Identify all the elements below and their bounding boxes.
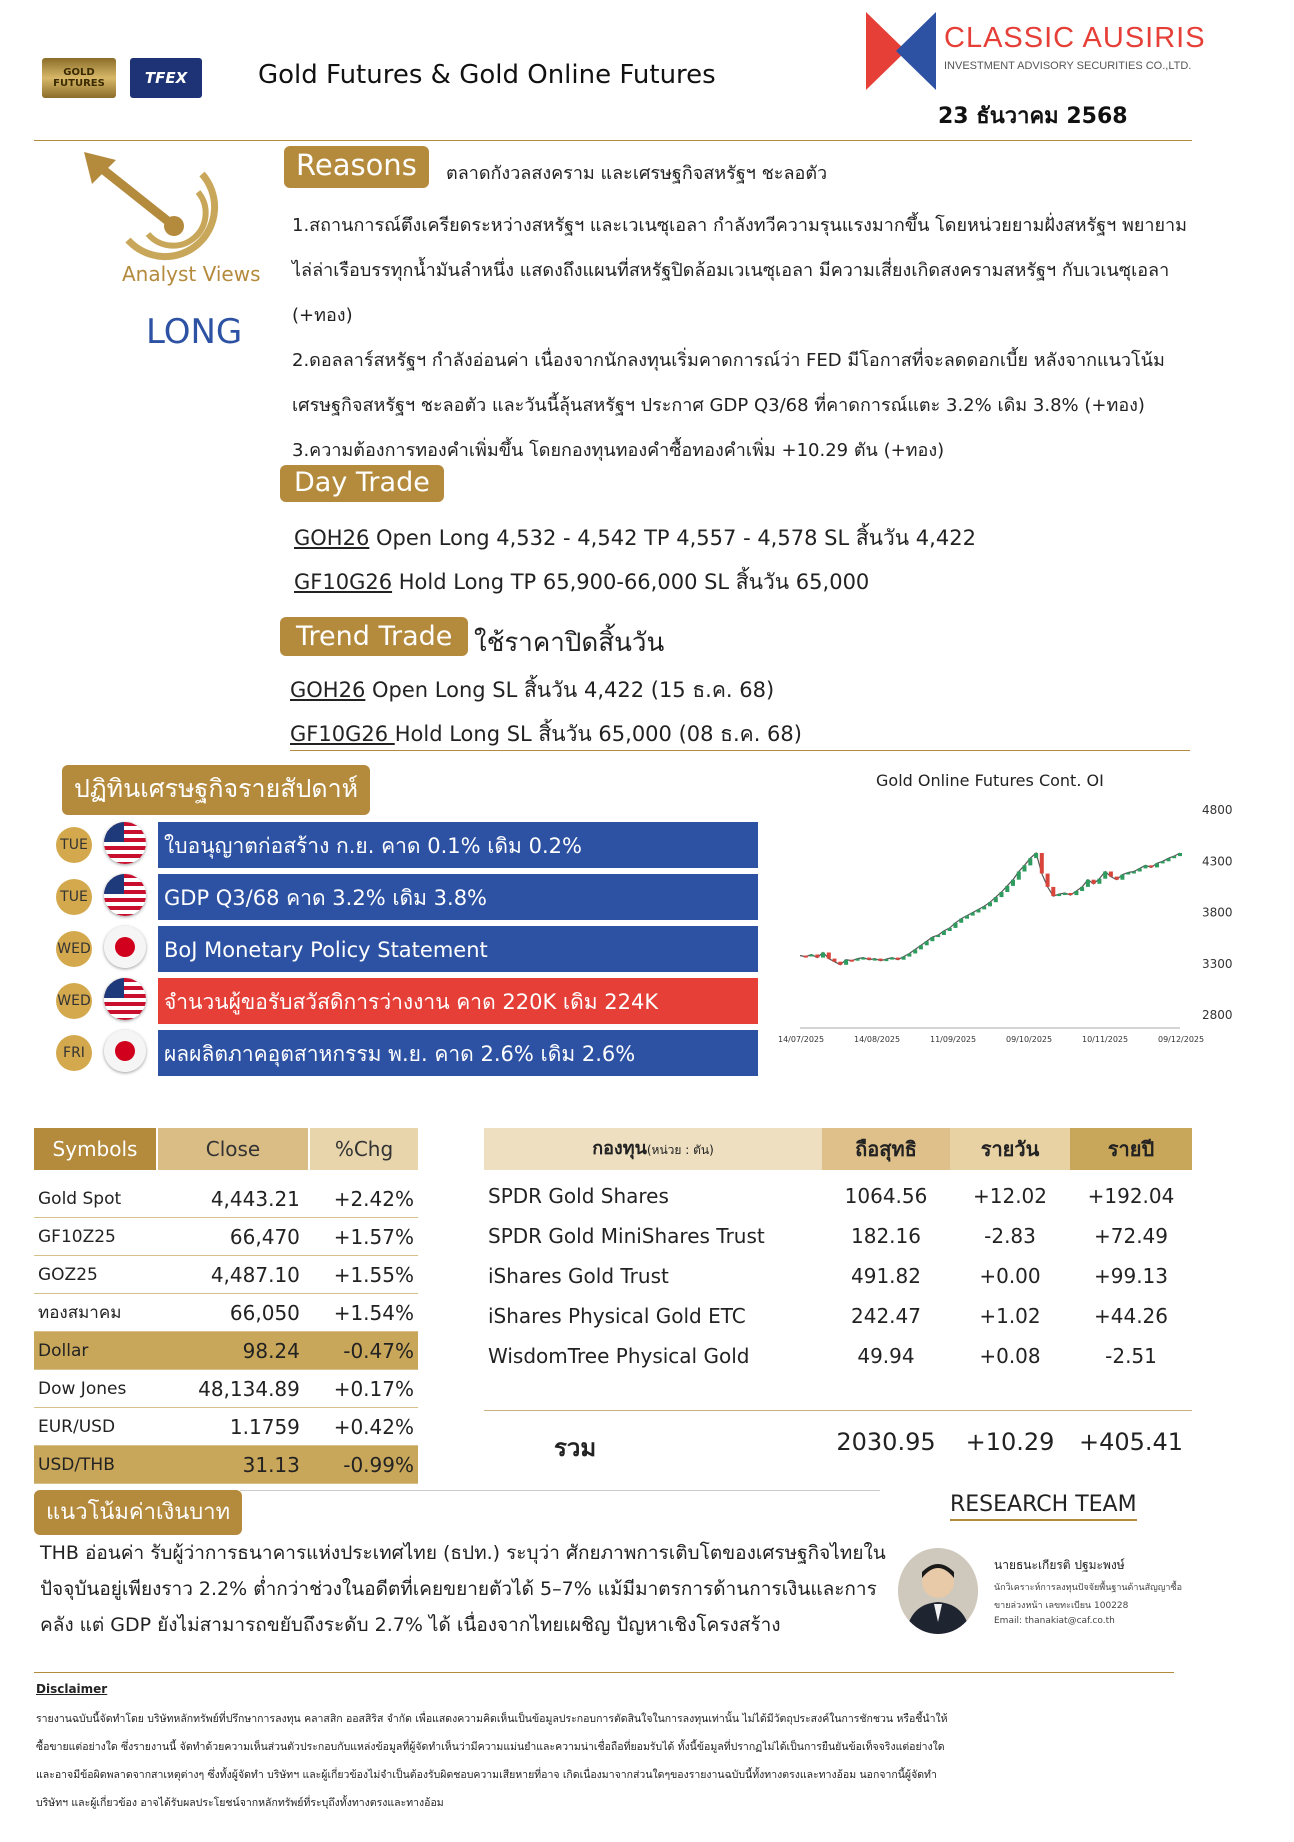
chart-point — [954, 923, 958, 928]
fund-year: +72.49 — [1093, 1224, 1168, 1248]
chart-point — [1115, 877, 1119, 880]
chart-point — [844, 960, 848, 965]
fund-net: 1064.56 — [844, 1184, 928, 1208]
disclaimer-line: และอาจมีข้อผิดพลาดจากสาเหตุต่างๆ ซึ่งทั้งผู้จัดทำ บริษัทฯ และผู้เกี่ยวข้องไม่จำเป็นต้องรับผิดชอบความเสียหายที่อาจ เกิดเนื่องมาจากส่วนใดๆของรายงานฉบับนี้ทั้งทางตรงและทางอ้อม นอกจากนี้ผู้จัดทำ — [36, 1769, 937, 1781]
disclaimer-label: Disclaimer — [36, 1682, 108, 1696]
chart-point — [1063, 893, 1067, 895]
chart-point — [971, 913, 975, 916]
market-close: 66,470 — [162, 1218, 304, 1256]
market-row — [34, 1180, 418, 1218]
trade-detail: Hold Long TP 65,900-66,000 SL สิ้นวัน 65,000 — [392, 570, 870, 594]
fund-year: +99.13 — [1093, 1264, 1168, 1288]
market-close: 1.1759 — [162, 1408, 304, 1446]
chart-point — [804, 956, 808, 958]
chart-point — [1046, 874, 1050, 887]
trend-underline — [290, 750, 1190, 751]
fund-net: 491.82 — [851, 1264, 921, 1288]
fund-row — [484, 1216, 1192, 1256]
market-chg: +0.17% — [304, 1370, 418, 1408]
chart-point — [1155, 863, 1159, 867]
target-arrow-icon — [82, 150, 262, 270]
chart-point — [1144, 865, 1148, 868]
chart-point — [1034, 853, 1038, 858]
chart-point — [896, 958, 900, 960]
calendar-day: TUE — [56, 827, 92, 863]
market-symbol: GF10Z25 — [34, 1218, 162, 1256]
fund-row — [484, 1256, 1192, 1296]
chart-point — [1167, 858, 1171, 861]
fund-day: +1.02 — [979, 1304, 1041, 1328]
market-chg: -0.99% — [304, 1446, 418, 1484]
chart-point — [994, 897, 998, 902]
market-row — [34, 1446, 418, 1484]
fund-total-year: +405.41 — [1078, 1428, 1184, 1456]
trade-detail: Open Long SL สิ้นวัน 4,422 (15 ธ.ค. 68) — [365, 678, 775, 702]
chart-point — [907, 954, 911, 957]
fund-net: 182.16 — [851, 1224, 921, 1248]
chart-point — [1092, 880, 1096, 884]
chart-point — [925, 941, 929, 945]
reasons-headline: ตลาดกังวลสงคราม และเศรษฐกิจสหรัฐฯ ชะลอตัว — [446, 163, 828, 184]
trade-symbol: GOH26 — [294, 526, 370, 550]
baht-line: ปัจจุบันอยู่เพียงราว 2.2% ต่ำกว่าช่วงในอดีตที่เคยขยายตัวได้ 5–7% แม้มีมาตรการด้านการเงินและการ — [40, 1578, 877, 1600]
chart-point — [1074, 891, 1078, 895]
page-title: Gold Futures & Gold Online Futures — [258, 60, 716, 90]
market-symbol: ทองสมาคม — [34, 1294, 162, 1332]
market-chg: -0.47% — [304, 1332, 418, 1370]
chart-x-tick: 09/10/2025 — [1006, 1035, 1053, 1044]
chart-point — [1149, 865, 1153, 867]
chart-point — [1138, 868, 1142, 871]
calendar-day: FRI — [56, 1035, 92, 1071]
chart-point — [1126, 873, 1130, 875]
market-chg: +1.57% — [304, 1218, 418, 1256]
fund-name: SPDR Gold Shares — [488, 1184, 669, 1208]
reason-line: (+ทอง) — [292, 305, 353, 326]
analyst-views-label: Analyst Views — [122, 262, 261, 286]
chart-point — [982, 906, 986, 909]
reason-line: เศรษฐกิจสหรัฐฯ ชะลอตัว และวันนี้ลุ้นสหรัฐฯ ประกาศ GDP Q3/68 ที่คาดการณ์แตะ 3.2% เดิม 3.8% (+ทอง) — [292, 395, 1145, 416]
chart-x-tick: 14/08/2025 — [854, 1035, 901, 1044]
fund-header-name: กองทุน(หน่วย : ตัน) — [484, 1128, 822, 1170]
chart-point — [856, 959, 860, 961]
chart-y-tick: 2800 — [1202, 1008, 1233, 1022]
chart-point — [1051, 887, 1055, 896]
disclaimer-line: รายงานฉบับนี้จัดทำโดย บริษัทหลักทรัพย์ที่ปรึกษาการลงทุน คลาสสิก ออสสิริส จำกัด เพื่อแสดงความคิดเห็นเป็นข้อมูลประกอบการตัดสินใจในการลงทุนเท่านั้น ไม่ได้มีวัตถุประสงค์ในการชักชวน หรือชี้นำให้ — [36, 1713, 948, 1725]
chart-point — [1086, 880, 1090, 887]
header-divider — [34, 140, 1192, 141]
chart-point — [1132, 872, 1136, 874]
oi-chart — [770, 800, 1250, 1100]
chart-series-line — [800, 853, 1180, 965]
calendar-text: BoJ Monetary Policy Statement — [158, 924, 758, 972]
chart-point — [1172, 856, 1176, 858]
calendar-day: TUE — [56, 879, 92, 915]
market-close: 98.24 — [162, 1332, 304, 1370]
fund-table-header — [484, 1128, 1192, 1170]
chart-point — [810, 955, 814, 957]
trend-trade-line — [290, 718, 802, 751]
fund-total-net: 2030.95 — [836, 1428, 936, 1456]
fund-day: -2.83 — [984, 1224, 1036, 1248]
fund-year: +192.04 — [1087, 1184, 1175, 1208]
company-subtitle: INVESTMENT ADVISORY SECURITIES CO.,LTD. — [944, 60, 1192, 72]
chart-point — [867, 958, 871, 960]
reason-line: 1.สถานการณ์ตึงเครียดระหว่างสหรัฐฯ และเวเนซุเอลา กำลังทวีความรุนแรงมากขึ้น โดยหน่วยยามฝั่งสหรัฐฯ พยายาม — [292, 215, 1188, 236]
calendar-text: ผลผลิตภาคอุตสาหกรรม พ.ย. คาด 2.6% เดิม 2.6% — [158, 1028, 758, 1076]
market-row — [34, 1408, 418, 1446]
chart-point — [913, 949, 917, 953]
fund-row — [484, 1176, 1192, 1216]
us-flag-icon — [104, 978, 146, 1020]
chart-y-tick: 3300 — [1202, 956, 1233, 971]
chart-point — [977, 909, 981, 912]
market-chg: +2.42% — [304, 1180, 418, 1218]
us-flag-icon — [104, 822, 146, 864]
chart-point — [1103, 872, 1107, 879]
calendar-text: ใบอนุญาตก่อสร้าง ก.ย. คาด 0.1% เดิม 0.2% — [158, 820, 758, 868]
chart-point — [1178, 853, 1182, 856]
fund-header-day: รายวัน — [950, 1128, 1070, 1170]
calendar-item — [56, 872, 760, 920]
fund-table — [484, 1176, 1192, 1376]
chart-point — [1028, 858, 1032, 865]
chart-x-tick: 09/12/2025 — [1158, 1035, 1205, 1044]
market-symbol: USD/THB — [34, 1446, 162, 1484]
chart-point — [827, 953, 831, 959]
chart-point — [1097, 879, 1101, 884]
chart-point — [833, 959, 837, 962]
market-header-symbols: Symbols — [34, 1128, 156, 1170]
chart-point — [1023, 865, 1027, 871]
fund-row — [484, 1336, 1192, 1376]
chart-point — [1005, 886, 1009, 892]
chart-point — [1069, 893, 1073, 895]
chart-point — [930, 937, 934, 941]
chart-point — [884, 959, 888, 961]
chart-point — [873, 959, 877, 961]
fund-year: +44.26 — [1093, 1304, 1168, 1328]
japan-flag-icon — [104, 926, 146, 968]
fund-header-net: ถือสุทธิ — [822, 1128, 950, 1170]
market-symbol: Gold Spot — [34, 1180, 162, 1218]
classic-ausiris-logo-icon — [866, 12, 936, 90]
trend-trade-line — [290, 674, 774, 707]
report-date: 23 ธันวาคม 2568 — [938, 104, 1128, 129]
chart-point — [879, 959, 883, 961]
calendar-label: ปฏิทินเศรษฐกิจรายสัปดาห์ — [62, 765, 370, 815]
market-symbol: Dow Jones — [34, 1370, 162, 1408]
research-name: นายธนะเกียรติ ปฐมะพงษ์ — [994, 1558, 1125, 1572]
chart-point — [861, 958, 865, 960]
fund-total-day: +10.29 — [965, 1428, 1055, 1456]
disclaimer-line: ซื้อขายแต่อย่างใด ซึ่งรายงานนี้ จัดทำด้วยความเห็นส่วนตัวประกอบกับแหล่งข้อมูลที่ผู้จัดทำเห็นว่ามีความแม่นยำและความน่าเชื่อถือที่ยอมรับได้ ทั้งนี้ข้อมูลที่ปรากฏไม่ได้เป็นการยืนยันข้อเท็จจริงแต่อย่างใด — [36, 1741, 945, 1753]
disclaimer-line: บริษัทฯ และผู้เกี่ยวข้อง อาจได้รับผลประโยชน์จากหลักทรัพย์ที่ระบุถึงทั้งทางตรงและทางอ้อม — [36, 1797, 444, 1809]
chart-point — [1040, 853, 1044, 874]
fund-name: SPDR Gold MiniShares Trust — [488, 1224, 765, 1248]
market-row — [34, 1370, 418, 1408]
reasons-label: Reasons — [284, 146, 429, 188]
gold-futures-logo: GOLD FUTURES — [42, 58, 116, 98]
chart-point — [965, 916, 969, 919]
chart-x-tick: 11/09/2025 — [930, 1035, 977, 1044]
chart-point — [815, 955, 819, 958]
chart-point — [942, 931, 946, 935]
chart-point — [1011, 880, 1015, 886]
chart-point — [838, 962, 842, 965]
us-flag-icon — [104, 874, 146, 916]
market-close: 31.13 — [162, 1446, 304, 1484]
chart-point — [902, 957, 906, 960]
market-symbol: GOZ25 — [34, 1256, 162, 1294]
reason-line: 2.ดอลลาร์สหรัฐฯ กำลังอ่อนค่า เนื่องจากนักลงทุนเริ่มคาดการณ์ว่า FED มีโอกาสที่จะลดดอกเบี้ย หลังจากแนวโน้ม — [292, 350, 1165, 371]
chart-point — [959, 919, 963, 923]
chart-point — [1161, 861, 1165, 863]
day-trade-label: Day Trade — [280, 465, 444, 502]
trend-trade-note: ใช้ราคาปิดสิ้นวัน — [474, 628, 665, 658]
company-name: CLASSIC AUSIRIS — [944, 22, 1206, 54]
market-chg: +1.54% — [304, 1294, 418, 1332]
trade-detail: Hold Long SL สิ้นวัน 65,000 (08 ธ.ค. 68) — [394, 722, 802, 746]
trade-detail: Open Long 4,532 - 4,542 TP 4,557 - 4,578 SL สิ้นวัน 4,422 — [369, 526, 976, 550]
market-symbol: EUR/USD — [34, 1408, 162, 1446]
research-team-label: RESEARCH TEAM — [950, 1492, 1137, 1521]
market-row — [34, 1218, 418, 1256]
baht-divider — [240, 1490, 880, 1491]
reason-line: 3.ความต้องการทองคำเพิ่มขึ้น โดยกองทุนทองคำซื้อทองคำเพิ่ม +10.29 ตัน (+ทอง) — [292, 440, 945, 461]
market-close: 4,443.21 — [162, 1180, 304, 1218]
chart-x-tick: 14/07/2025 — [778, 1035, 825, 1044]
research-email: Email: thanakiat@caf.co.th — [994, 1616, 1115, 1626]
research-role2: ขายล่วงหน้า เลขทะเบียน 100228 — [994, 1601, 1129, 1611]
market-header-chg: %Chg — [310, 1128, 418, 1170]
research-role: นักวิเคราะห์การลงทุนปัจจัยพื้นฐานด้านสัญญาซื้อ — [994, 1583, 1182, 1593]
baht-line: คลัง แต่ GDP ยังไม่สามารถขยับถึงระดับ 2.7% ได้ เนื่องจากไทยเผชิญ ปัญหาเชิงโครงสร้าง — [40, 1614, 781, 1636]
disclaimer-divider — [34, 1672, 1174, 1673]
japan-flag-icon — [104, 1030, 146, 1072]
market-chg: +0.42% — [304, 1408, 418, 1446]
day-trade-line — [294, 522, 976, 555]
chart-point — [1120, 875, 1124, 880]
day-trade-line — [294, 566, 869, 599]
fund-day: +0.00 — [979, 1264, 1041, 1288]
analyst-view-value: LONG — [146, 312, 243, 352]
fund-name: iShares Gold Trust — [488, 1264, 669, 1288]
tfex-logo: TFEX — [130, 58, 202, 98]
fund-day: +12.02 — [972, 1184, 1047, 1208]
calendar-text: GDP Q3/68 คาด 3.2% เดิม 3.8% — [158, 872, 758, 920]
calendar-item — [56, 820, 760, 868]
trade-symbol: GF10G26 — [290, 722, 395, 746]
trade-symbol: GOH26 — [290, 678, 366, 702]
baht-label: แนวโน้มค่าเงินบาท — [34, 1490, 242, 1535]
calendar-text: จำนวนผู้ขอรับสวัสดิการว่างงาน คาด 220K เดิม 224K — [158, 976, 758, 1024]
fund-name: iShares Physical Gold ETC — [488, 1304, 746, 1328]
chart-point — [936, 935, 940, 937]
calendar-item — [56, 976, 760, 1024]
market-row — [34, 1332, 418, 1370]
market-symbol: Dollar — [34, 1332, 162, 1370]
fund-total-divider — [484, 1410, 1192, 1411]
chart-title: Gold Online Futures Cont. OI — [876, 771, 1104, 790]
market-close: 48,134.89 — [162, 1370, 304, 1408]
market-close: 4,487.10 — [162, 1256, 304, 1294]
fund-header-year: รายปี — [1070, 1128, 1192, 1170]
market-table — [34, 1180, 418, 1484]
chart-point — [1109, 872, 1113, 877]
chart-point — [890, 958, 894, 960]
trade-symbol: GF10G26 — [294, 570, 393, 594]
market-row — [34, 1294, 418, 1332]
analyst-avatar — [898, 1548, 978, 1634]
fund-name: WisdomTree Physical Gold — [488, 1344, 750, 1368]
calendar-day: WED — [56, 931, 92, 967]
market-table-header — [34, 1128, 418, 1170]
fund-row — [484, 1296, 1192, 1336]
chart-point — [1080, 887, 1084, 891]
calendar-item — [56, 924, 760, 972]
calendar-item — [56, 1028, 760, 1076]
market-chg: +1.55% — [304, 1256, 418, 1294]
chart-point — [821, 953, 825, 958]
chart-y-tick: 4800 — [1202, 803, 1233, 817]
chart-y-tick: 4300 — [1202, 854, 1233, 869]
chart-point — [850, 960, 854, 962]
chart-point — [988, 902, 992, 906]
market-header-close: Close — [158, 1128, 308, 1170]
market-close: 66,050 — [162, 1294, 304, 1332]
fund-total-label: รวม — [554, 1434, 597, 1462]
market-row — [34, 1256, 418, 1294]
trend-trade-label: Trend Trade — [280, 617, 468, 656]
chart-y-tick: 3800 — [1202, 905, 1233, 920]
fund-year: -2.51 — [1105, 1344, 1157, 1368]
chart-point — [1057, 894, 1061, 896]
fund-net: 242.47 — [851, 1304, 921, 1328]
chart-point — [1017, 872, 1021, 880]
chart-point — [919, 945, 923, 949]
chart-point — [1000, 892, 1004, 897]
chart-x-tick: 10/11/2025 — [1082, 1035, 1129, 1044]
baht-line: THB อ่อนค่า รับผู้ว่าการธนาคารแห่งประเทศไทย (ธปท.) ระบุว่า ศักยภาพการเติบโตของเศรษฐกิจไทยใน — [40, 1542, 886, 1564]
chart-point — [948, 928, 952, 931]
fund-day: +0.08 — [979, 1344, 1041, 1368]
calendar-day: WED — [56, 983, 92, 1019]
fund-net: 49.94 — [857, 1344, 915, 1368]
reason-line: ไล่ล่าเรือบรรทุกน้ำมันลำหนึ่ง แสดงถึงแผนที่สหรัฐปิดล้อมเวเนซุเอลา มีความเสี่ยงเกิดสงครามสหรัฐฯ กับเวเนซุเอลา — [292, 260, 1170, 281]
